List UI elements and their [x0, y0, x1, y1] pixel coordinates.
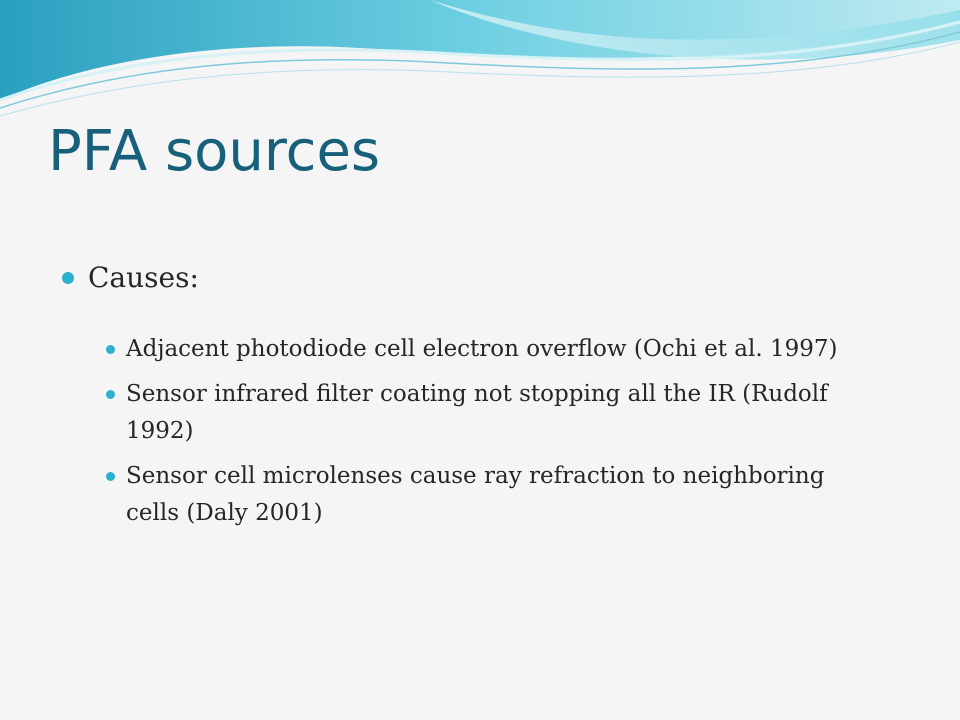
- sub-bullet-item: [106, 458, 856, 532]
- sub-bullet-list: [60, 331, 920, 532]
- sub-bullet-item: [106, 331, 856, 368]
- sub-bullet-text: Sensor infrared filter coating not stopping all the IR (Rudolf 1992): [126, 381, 828, 444]
- bullet-causes: [60, 260, 920, 295]
- sub-bullet-text: Sensor cell microlenses cause ray refraction to neighboring cells (Daly 2001): [126, 463, 825, 526]
- slide-title: PFA sources: [48, 119, 381, 184]
- bullet-dot-icon: [106, 345, 115, 354]
- bullet-dot-icon: [106, 472, 115, 481]
- bullet-dot-icon: [106, 390, 115, 399]
- bullet-dot-icon: [62, 272, 74, 284]
- sub-bullet-item: [106, 376, 856, 450]
- slide-body: [60, 260, 920, 540]
- bullet-causes-text: Causes:: [88, 261, 199, 294]
- sub-bullet-text: Adjacent photodiode cell electron overflow (Ochi et al. 1997): [126, 336, 838, 362]
